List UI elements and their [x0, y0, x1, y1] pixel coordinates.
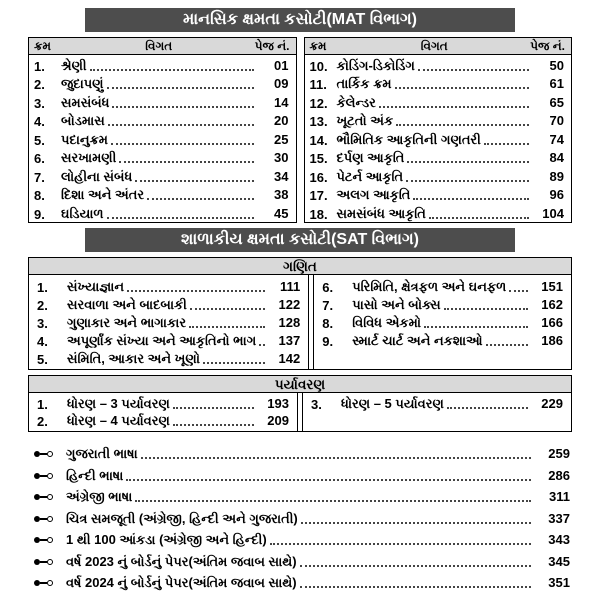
- row-number: 10.: [309, 58, 328, 74]
- toc-row: [305, 55, 572, 74]
- row-number: 5.: [34, 132, 45, 148]
- dotted-leader: [406, 180, 529, 182]
- dotted-leader: [135, 180, 253, 182]
- row-page-number: 38: [274, 187, 289, 202]
- row-title: સમસંબંધ આકૃતિ: [336, 205, 426, 221]
- row-page-number: 30: [274, 150, 289, 165]
- dotted-leader: [135, 500, 531, 502]
- row-page-number: 286: [548, 467, 570, 483]
- tailed-bullet-icon: [34, 494, 53, 500]
- dotted-leader: [300, 565, 531, 567]
- row-number: 1.: [37, 279, 48, 295]
- row-title: ચિત્ર સમજૂતી (અંગ્રેજી, હિન્દી અને ગુજરાતી): [66, 510, 298, 526]
- dotted-leader: [424, 326, 528, 328]
- column-header-page: પેજ નં.: [254, 38, 290, 53]
- row-title: ગુજરાતી ભાષા: [66, 446, 138, 461]
- row-number: 13.: [309, 114, 328, 129]
- row-number: 15.: [309, 151, 328, 166]
- row-number: 14.: [309, 132, 328, 148]
- toc-row: [29, 331, 308, 349]
- toc-row: [29, 395, 297, 412]
- row-page-number: 345: [548, 553, 570, 569]
- row-page-number: 45: [274, 205, 289, 221]
- mat-left-rows: [29, 55, 296, 222]
- row-title: સંમિતિ, આકાર અને ખૂણો: [67, 350, 200, 366]
- row-page-number: 111: [279, 278, 301, 294]
- toc-row: [314, 277, 571, 295]
- dotted-leader: [108, 124, 254, 126]
- dotted-leader: [111, 143, 254, 145]
- column-header-detail: વિગત: [420, 38, 448, 53]
- toc-row: [29, 129, 296, 148]
- mat-tables: [28, 37, 572, 223]
- environment-right-rows: [303, 393, 571, 431]
- tailed-bullet-icon: [34, 451, 53, 457]
- row-title: અંગ્રેજી ભાષા: [66, 489, 133, 504]
- dotted-leader: [147, 198, 253, 200]
- row-title: સ્માર્ટ ચાર્ટ અને નકશાઓ: [352, 332, 483, 348]
- row-number: 2.: [34, 77, 45, 92]
- row-page-number: 09: [274, 76, 289, 91]
- dotted-leader: [395, 87, 529, 89]
- toc-row: [29, 166, 296, 185]
- row-page-number: 193: [267, 395, 289, 411]
- row-title: અલગ આકૃતિ: [336, 187, 411, 202]
- dotted-leader: [270, 543, 531, 545]
- mat-right-rows: [305, 55, 572, 222]
- tailed-bullet-icon: [34, 516, 53, 522]
- environment-section-title: પર્યાવરણ: [29, 376, 571, 393]
- row-title: પેટર્ન આકૃતિ: [336, 168, 404, 184]
- row-page-number: 104: [542, 205, 564, 221]
- toc-row: [29, 185, 296, 204]
- environment-section: [28, 375, 572, 432]
- row-number: 7.: [322, 297, 334, 313]
- toc-row: [314, 313, 571, 331]
- dotted-leader: [126, 479, 531, 481]
- row-page-number: 162: [541, 296, 563, 312]
- toc-row: [305, 148, 572, 167]
- tailed-bullet-icon: [34, 559, 53, 565]
- row-number: 4.: [37, 333, 48, 349]
- dotted-leader: [486, 344, 528, 346]
- mat-left-table: [28, 37, 297, 223]
- row-number: 3.: [311, 396, 322, 412]
- row-number: 2.: [37, 297, 48, 313]
- extra-row: [34, 570, 570, 592]
- toc-row: [303, 395, 571, 412]
- row-page-number: 84: [549, 150, 564, 165]
- toc-row: [29, 313, 308, 331]
- row-title: ધોરણ – 3 પર્યાવરણ: [67, 395, 170, 411]
- row-page-number: 311: [549, 489, 570, 504]
- row-title: વિવિધ એકમો: [352, 314, 422, 330]
- row-title: વર્ષ 2023 નું બોર્ડનું પેપર(અંતિમ જવાબ સાથે): [66, 553, 297, 569]
- toc-row: [29, 412, 297, 429]
- row-number: 7.: [34, 169, 45, 185]
- mat-left-table-header: [29, 38, 296, 55]
- sat-section-banner: શાળાકીય ક્ષમતા કસોટી(SAT વિભાગ): [85, 228, 515, 252]
- toc-row: [305, 166, 572, 185]
- row-number: 11.: [309, 77, 327, 92]
- row-number: 18.: [309, 206, 328, 222]
- row-title: દિશા અને અંતર: [61, 187, 145, 202]
- extras-list: [28, 441, 572, 592]
- row-page-number: 209: [267, 412, 289, 428]
- dotted-leader: [141, 457, 531, 459]
- row-number: 8.: [34, 188, 45, 203]
- row-page-number: 186: [541, 332, 563, 348]
- row-number: 4.: [34, 114, 45, 129]
- row-title: ખૂટતો અંક: [336, 113, 394, 128]
- dotted-leader: [259, 344, 265, 346]
- row-page-number: 70: [549, 113, 564, 128]
- row-title: તાર્કિક ક્રમ: [336, 76, 392, 91]
- row-page-number: 142: [278, 350, 301, 366]
- row-number: 12.: [309, 95, 328, 111]
- row-number: 16.: [309, 169, 328, 185]
- toc-row: [305, 92, 572, 111]
- toc-row: [29, 148, 296, 167]
- row-page-number: 96: [549, 187, 564, 202]
- toc-row: [305, 203, 572, 222]
- row-page-number: 259: [548, 446, 570, 461]
- dotted-leader: [444, 308, 528, 310]
- extra-row: [34, 462, 570, 484]
- extra-row: [34, 505, 570, 527]
- toc-row: [29, 203, 296, 222]
- row-page-number: 89: [549, 168, 564, 184]
- row-page-number: 25: [274, 131, 289, 147]
- dotted-leader: [429, 217, 529, 219]
- row-page-number: 65: [549, 94, 564, 110]
- dotted-leader: [379, 106, 529, 108]
- row-page-number: 74: [549, 131, 564, 147]
- row-page-number: 122: [278, 296, 301, 312]
- toc-row: [29, 55, 296, 74]
- row-page-number: 151: [541, 278, 563, 294]
- dotted-leader: [301, 522, 531, 524]
- row-title: સરખામણી: [61, 150, 117, 165]
- row-number: 3.: [34, 95, 45, 111]
- column-header-no: ક્રમ: [309, 38, 327, 53]
- extra-row: [34, 484, 570, 506]
- dotted-leader: [90, 69, 254, 71]
- row-number: 1.: [37, 396, 48, 412]
- dotted-leader: [107, 87, 254, 89]
- dotted-leader: [407, 161, 529, 163]
- row-number: 2.: [37, 413, 48, 429]
- row-number: 3.: [37, 315, 48, 331]
- mat-right-table: [304, 37, 573, 223]
- toc-row: [305, 185, 572, 204]
- math-left-rows: [29, 275, 308, 369]
- environment-left-rows: [29, 393, 297, 431]
- math-section-title: ગણિત: [29, 258, 571, 275]
- dotted-leader: [203, 362, 265, 364]
- row-title: જુદાપણું: [61, 76, 104, 91]
- dotted-leader: [413, 198, 529, 200]
- toc-row: [29, 349, 308, 367]
- row-number: 9.: [34, 206, 45, 222]
- row-title: ધોરણ – 4 પર્યાવરણ: [67, 412, 170, 428]
- row-page-number: 128: [278, 314, 301, 330]
- row-title: કેલેન્ડર: [336, 94, 376, 110]
- row-title: ઘડિયાળ: [61, 205, 104, 221]
- column-header-page: પેજ નં.: [530, 38, 565, 53]
- row-title: શ્રેણી: [61, 57, 87, 73]
- row-title: લોહીના સંબંધ: [61, 168, 133, 184]
- row-page-number: 61: [549, 76, 564, 91]
- row-number: 6.: [322, 279, 334, 295]
- dotted-leader: [112, 106, 253, 108]
- row-title: 1 થી 100 આંકડા (અંગ્રેજી અને હિન્દી): [66, 532, 267, 547]
- toc-row: [305, 111, 572, 130]
- dotted-leader: [127, 290, 265, 292]
- row-title: ગુણાકાર અને ભાગાકાર: [67, 314, 187, 330]
- toc-row: [29, 92, 296, 111]
- row-number: 8.: [322, 315, 334, 331]
- row-title: અપૂર્ણાંક સંખ્યા અને આકૃતિનો ભાગ: [67, 332, 257, 348]
- row-title: હિન્દી ભાષા: [66, 467, 124, 483]
- math-section-body: [29, 275, 571, 369]
- dotted-leader: [509, 290, 528, 292]
- row-title: સમસંબંધ: [61, 94, 110, 110]
- dotted-leader: [107, 217, 254, 219]
- dotted-leader: [396, 124, 529, 126]
- row-title: બોડમાસ: [61, 113, 105, 128]
- dotted-leader: [173, 424, 254, 426]
- row-title: સંખ્યાજ્ઞાન: [67, 278, 125, 294]
- row-title: ભૌમિતિક આકૃતિની ગણતરી: [336, 131, 481, 147]
- row-page-number: 337: [548, 510, 570, 526]
- dotted-leader: [173, 407, 254, 409]
- dotted-leader: [119, 161, 253, 163]
- row-page-number: 137: [278, 332, 301, 348]
- row-number: 9.: [322, 333, 334, 349]
- extra-row: [34, 548, 570, 570]
- mat-section-banner: માનસિક ક્ષમતા કસોટી(MAT વિભાગ): [85, 8, 515, 32]
- math-right-rows: [314, 275, 571, 369]
- row-title: પરિમિતિ, ક્ષેત્રફળ અને ઘનફળ: [352, 278, 507, 294]
- toc-row: [314, 331, 571, 349]
- row-title: પાસો અને બોક્સ: [352, 296, 441, 312]
- row-title: કોડિંગ-ડિકોડિંગ: [336, 57, 415, 73]
- row-page-number: 343: [548, 532, 570, 547]
- dotted-leader: [447, 407, 528, 409]
- toc-row: [29, 295, 308, 313]
- extra-row: [34, 441, 570, 463]
- extra-row: [34, 527, 570, 549]
- toc-row: [29, 277, 308, 295]
- row-page-number: 20: [274, 113, 289, 128]
- toc-row: [29, 74, 296, 93]
- row-number: 6.: [34, 151, 45, 166]
- tailed-bullet-icon: [34, 473, 53, 479]
- row-title: દર્પણ આકૃતિ: [336, 150, 405, 165]
- row-number: 5.: [37, 351, 48, 367]
- dotted-leader: [300, 586, 531, 588]
- row-page-number: 01: [274, 57, 289, 73]
- tailed-bullet-icon: [34, 580, 53, 586]
- row-page-number: 50: [549, 57, 564, 73]
- column-header-detail: વિગત: [145, 38, 173, 53]
- row-number: 1.: [34, 58, 45, 74]
- tailed-bullet-icon: [34, 537, 53, 543]
- row-page-number: 14: [274, 94, 289, 110]
- row-title: પદાનુક્રમ: [61, 131, 108, 147]
- row-page-number: 229: [541, 395, 563, 411]
- environment-section-body: [29, 393, 571, 431]
- toc-row: [314, 295, 571, 313]
- dotted-leader: [190, 308, 265, 310]
- dotted-leader: [484, 143, 529, 145]
- row-title: વર્ષ 2024 નું બોર્ડનું પેપર(અંતિમ જવાબ સાથે): [66, 575, 297, 590]
- toc-row: [29, 111, 296, 130]
- toc-row: [305, 74, 572, 93]
- math-section: [28, 257, 572, 370]
- row-page-number: 351: [548, 575, 570, 590]
- mat-right-table-header: [305, 38, 572, 55]
- column-header-no: ક્રમ: [34, 38, 51, 53]
- dotted-leader: [418, 69, 529, 71]
- row-title: સરવાળા અને બાદબાકી: [67, 296, 187, 312]
- row-page-number: 166: [541, 314, 563, 330]
- toc-row: [305, 129, 572, 148]
- dotted-leader: [189, 326, 265, 328]
- row-number: 17.: [309, 188, 328, 203]
- row-page-number: 34: [274, 168, 289, 184]
- row-title: ધોરણ – 5 પર્યાવરણ: [341, 395, 444, 411]
